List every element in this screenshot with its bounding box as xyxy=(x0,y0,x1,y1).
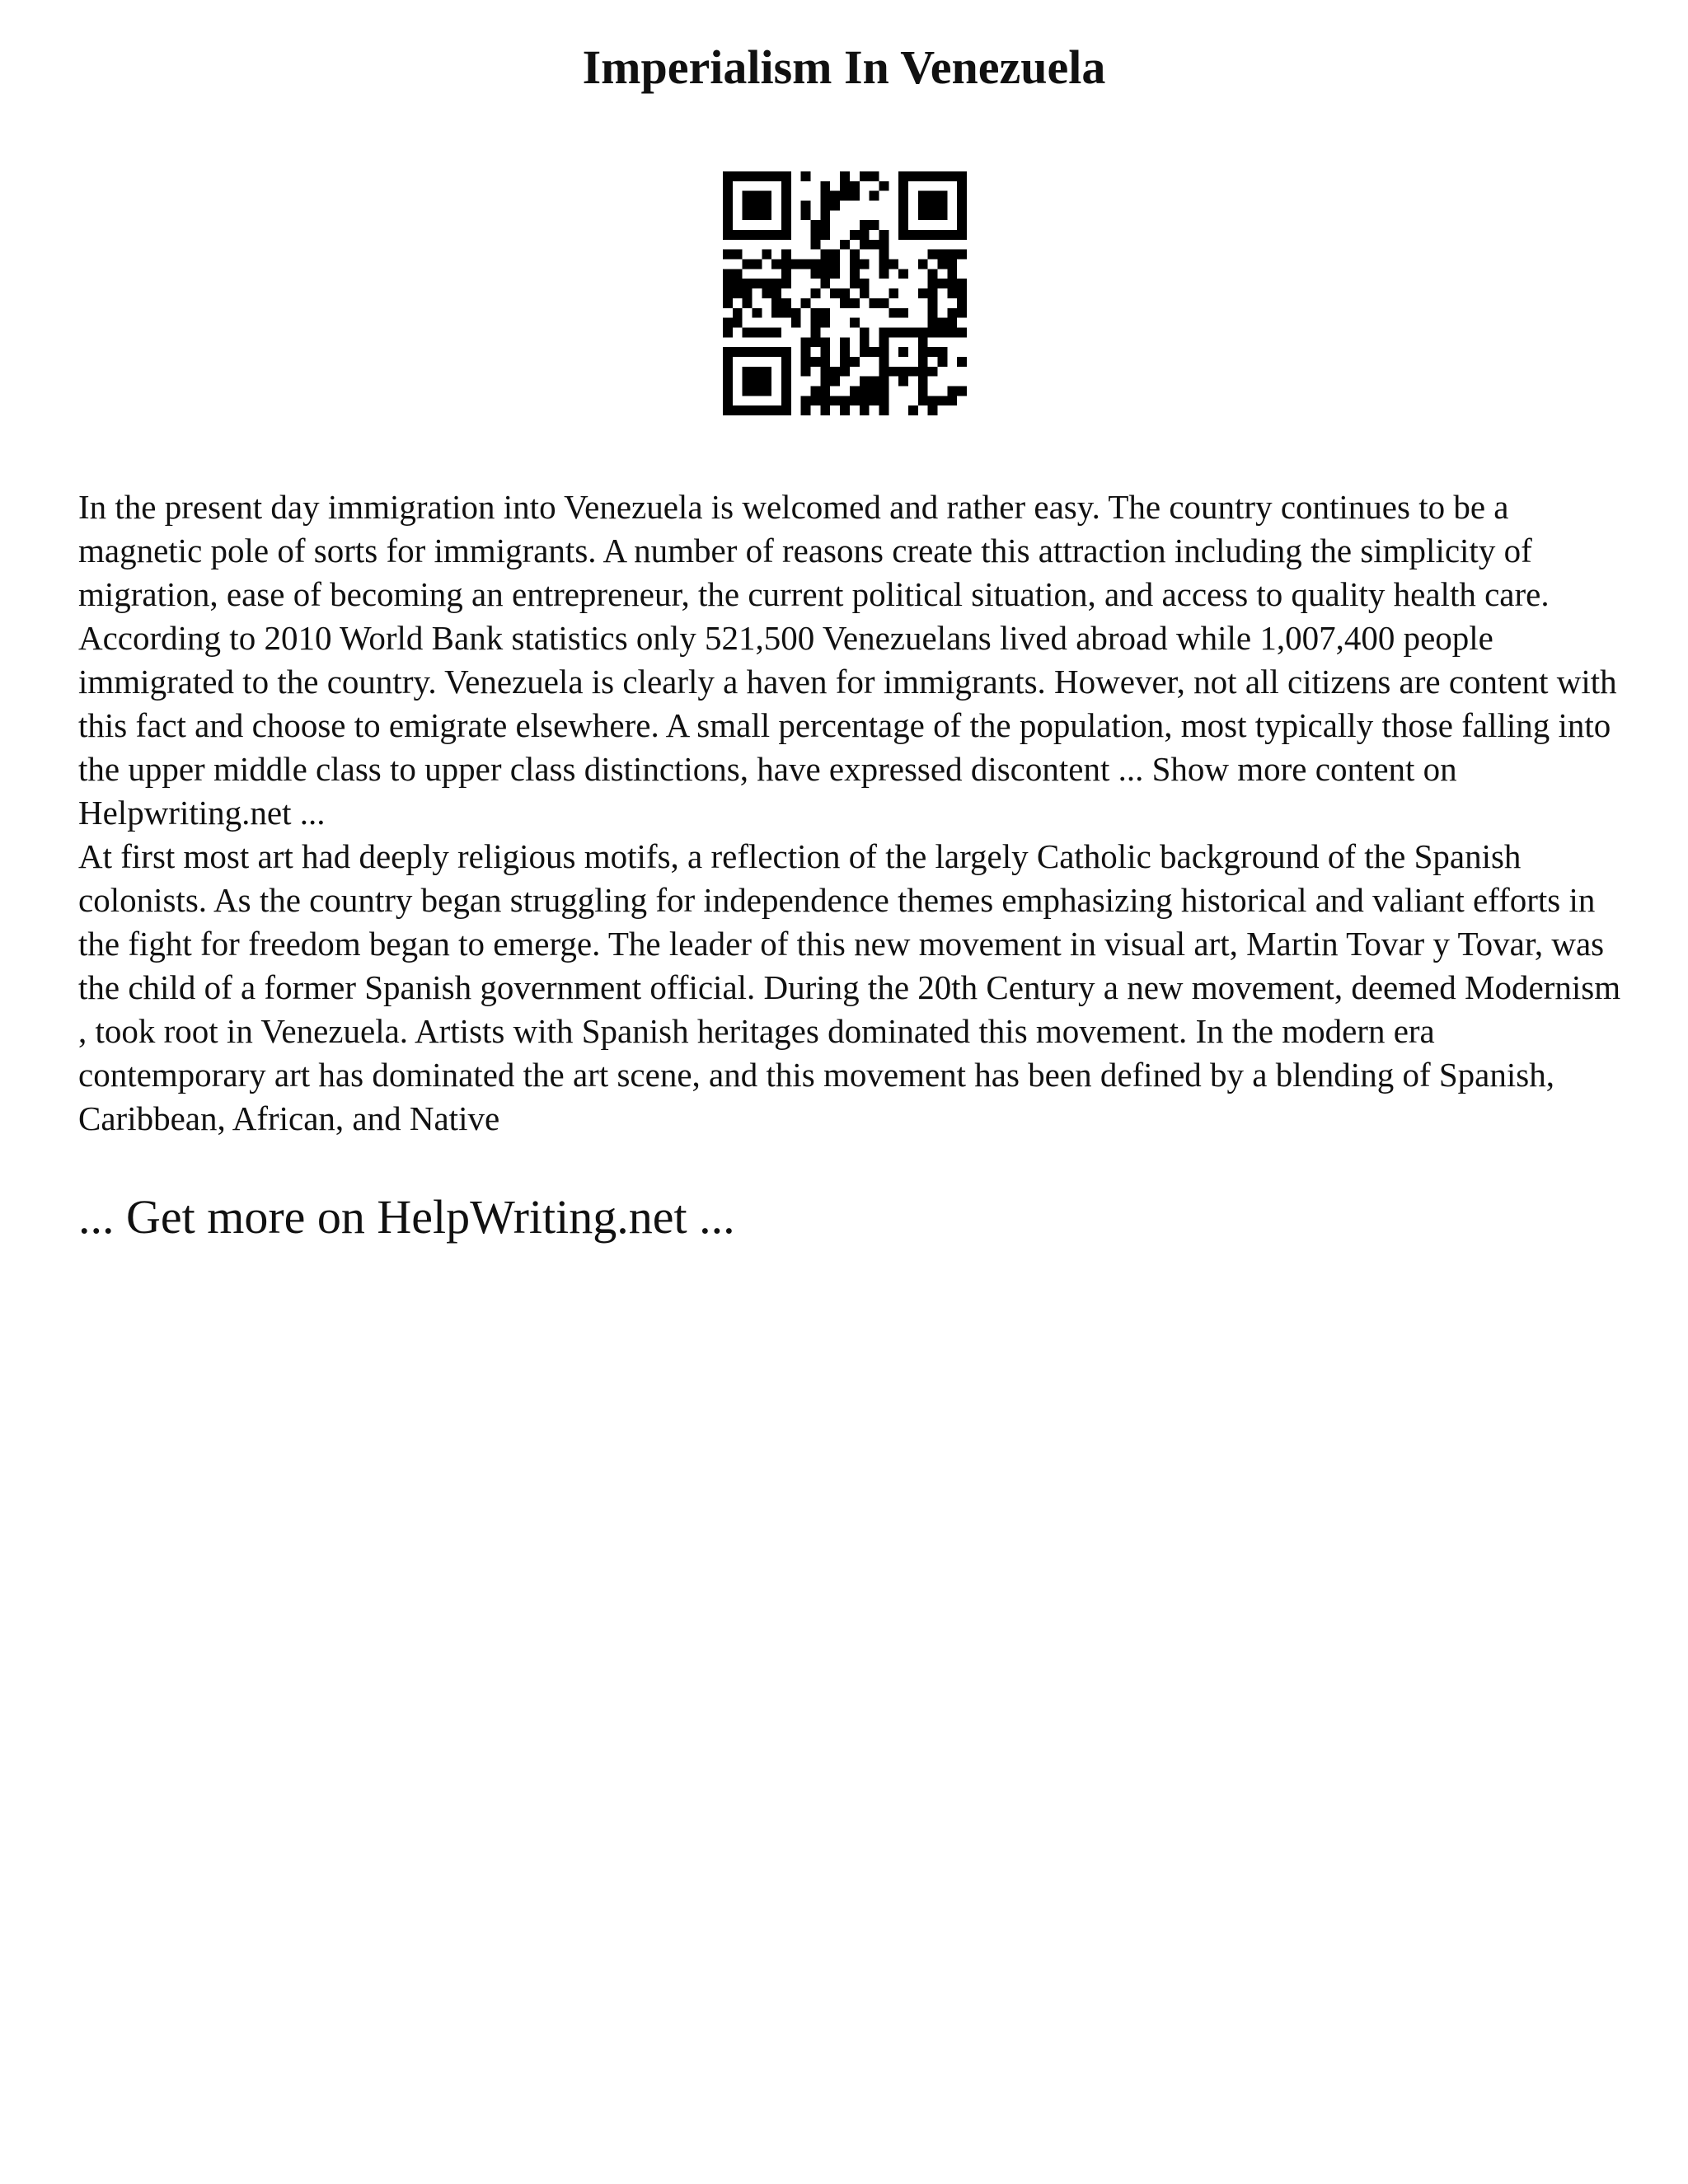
paragraph-immigration: In the present day immigration into Venezuela is welcomed and rather easy. The country continues to be a magnetic pole of sorts for immigrants. A number of reasons create this attraction including the simplicity of migration, ease of becoming an entrepreneur, the current political situation, and access to quality health care. According to 2010 World Bank statistics only 521,500 Venezuelans lived abroad while 1,007,400 people immigrated to the country. Venezuela is clearly a haven for immigrants. However, not all citizens are content with this fact and choose to emigrate elsewhere. A small percentage of the population, most typically those falling into the upper middle class to upper class distinctions, have expressed discontent ... Show more content on Helpwriting.net ... xyxy=(78,488,1617,832)
qr-code-icon[interactable] xyxy=(723,171,967,415)
page-title: Imperialism In Venezuela xyxy=(582,40,1106,94)
paragraph-art: At first most art had deeply religious motifs, a reflection of the largely Catholic background of the Spanish colonists. As the country began struggling for independence themes emphasizing historical and valiant efforts in the fight for freedom began to emerge. The leader of this new movement in visual art, Martin Tovar y Tovar, was the child of a former Spanish government official. During the 20th Century a new movement, deemed Modernism , took root in Venezuela. Artists with Spanish heritages dominated this movement. In the modern era contemporary art has dominated the art scene, and this movement has been defined by a blending of Spanish, Caribbean, African, and Native xyxy=(78,837,1621,1137)
article-body xyxy=(78,485,1628,1141)
get-more-link[interactable]: ... Get more on HelpWriting.net ... xyxy=(78,1190,735,1244)
